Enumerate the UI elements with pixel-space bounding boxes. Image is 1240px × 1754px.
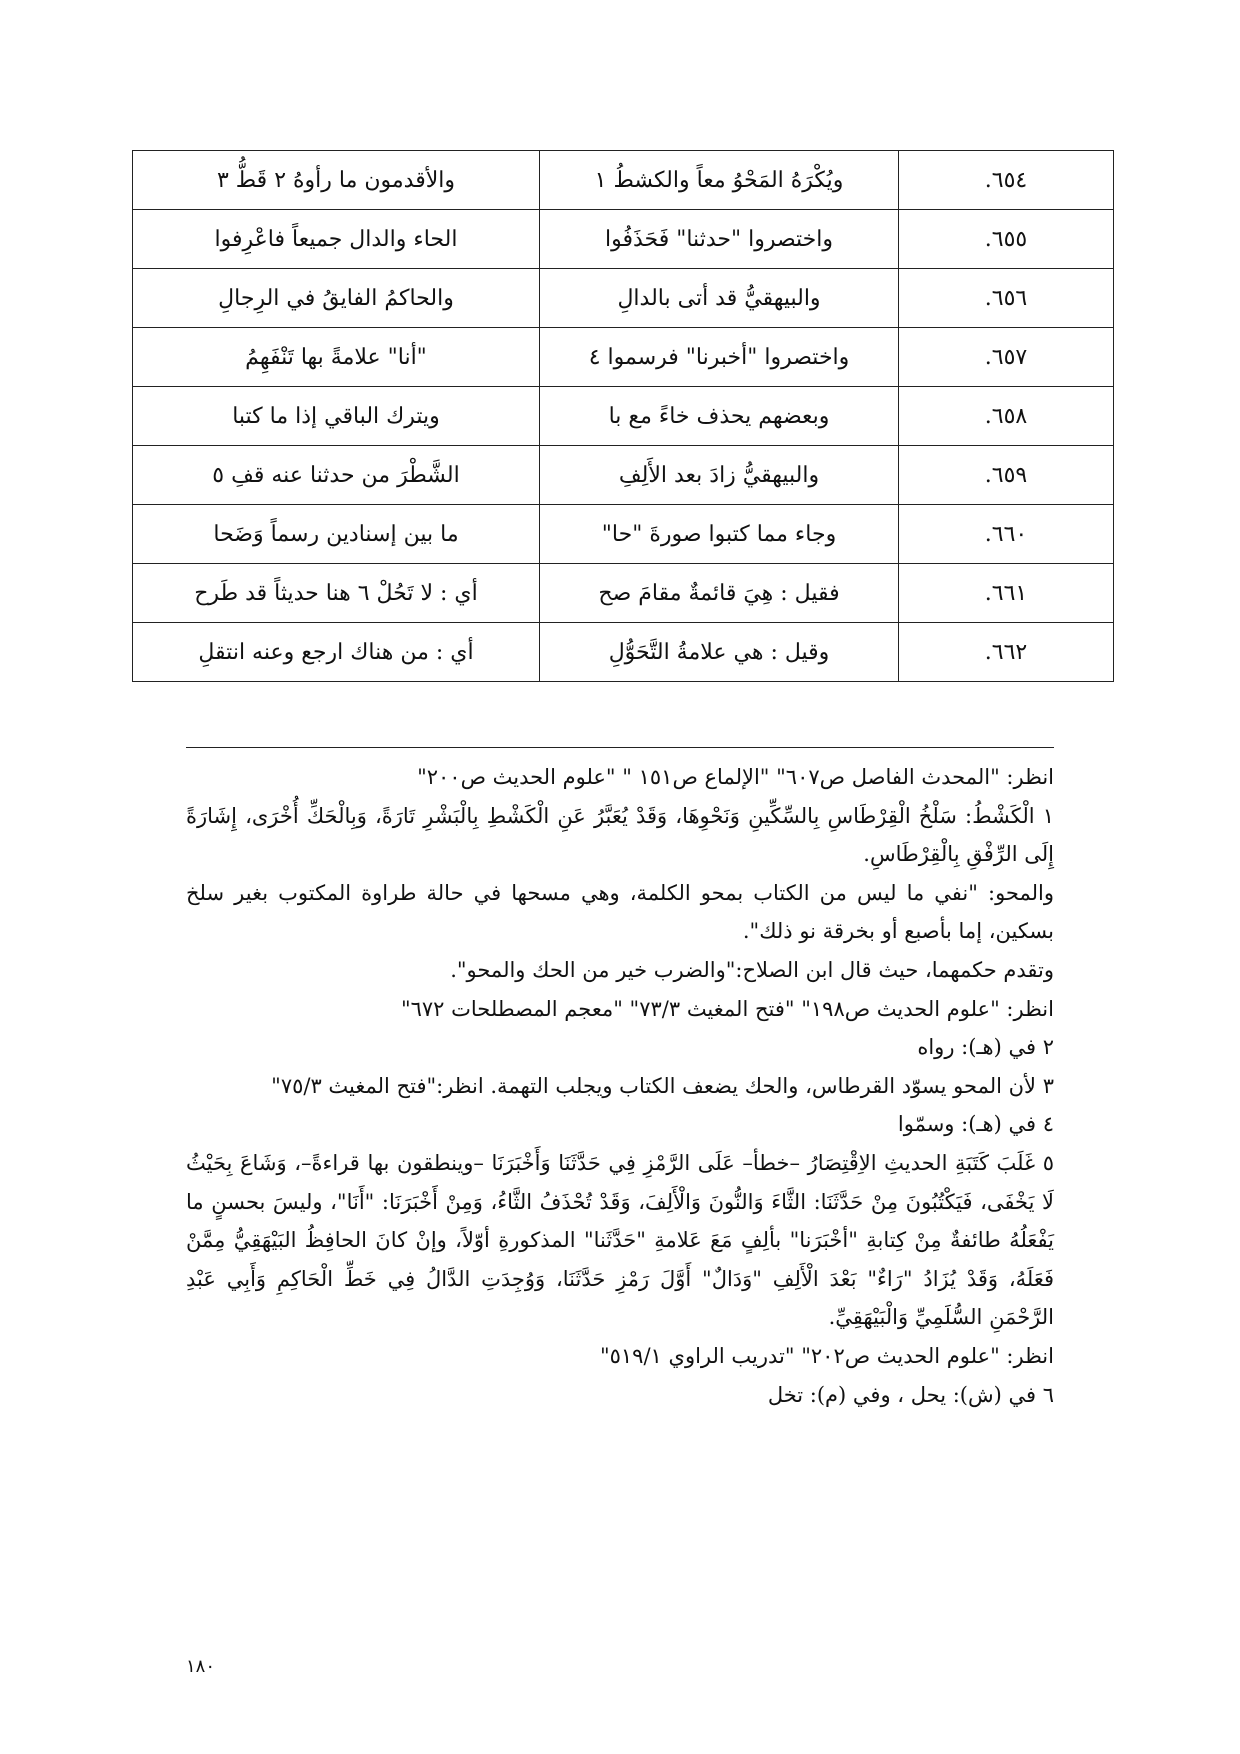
verse-number: ٦٦٢. [899,623,1114,682]
verse-row [133,328,1114,387]
verse-first-hemistich: واختصروا "حدثنا" فَحَذَفُوا [540,210,899,269]
verse-second-hemistich: الشَّطْرَ من حدثنا عنه قفِ ٥ [133,446,540,505]
footnote-line: ٥ غَلَبَ كَتَبَةِ الحديثِ الاِقْتِصَارُ –خطأ– عَلَى الرَّمْزِ فِي حَدَّثَنَا وَأَخْبَرَنَا –وينطقون بها قراءةً–، وَشَاعَ بِحَيْثُ لَا يَخْفَى، فَيَكْتُبُونَ مِنْ حَدَّثَنَا: الثَّاءَ وَالنُّونَ وَالْأَلِفَ، وَقَدْ تُحْذَفُ الثَّاءُ، وَمِنْ أَخْبَرَنَا: "أَنَا"، وليسَ بحسنٍ ما يَفْعَلُهُ طائفةٌ مِنْ كِتابةِ "أخْبَرَنا" بألِفٍ مَعَ عَلامةِ "حَدَّثَنا" المذكورةِ أوّلاً، وإنْ كانَ الحافِظُ البَيْهَقِيُّ مِمَّنْ فَعَلَهُ، وَقَدْ يُزَادُ "رَاءٌ" بَعْدَ الْأَلِفِ "وَدَالٌ" أَوَّلَ رَمْزِ حَدَّثَنَا، وَوُجِدَتِ الدَّالُ فِي خَطِّ الْحَاكِمِ وَأَبِي عَبْدِ الرَّحْمَنِ السُّلَمِيِّ وَالْبَيْهَقِيِّ. [186,1150,1054,1330]
footnote-separator [186,747,1054,748]
verse-number: ٦٦١. [899,564,1114,623]
verse-row [133,623,1114,682]
footnote-line: وتقدم حكمهما، حيث قال ابن الصلاح:"والضرب خير من الحك والمحو". [450,957,1054,982]
footnote-line: ١ الْكَشْطُ: سَلْخُ الْقِرْطَاسِ بِالسِّكِّينِ وَنَحْوِهَا، وَقَدْ يُعَبَّرُ عَنِ الْكَشْطِ بِالْبَشْرِ تَارَةً، وَبِالْحَكِّ أُخْرَى، إِشَارَةً إِلَى الرِّفْقِ بِالْقِرْطَاسِ. [186,803,1054,867]
verse-second-hemistich: ويترك الباقي إذا ما كتبا [133,387,540,446]
footnote-line: ٤ في (هـ): وسمّوا [897,1112,1054,1137]
verse-second-hemistich: والأقدمون ما رأوهُ ٢ قَطُّ ٣ [133,151,540,210]
footnote-line: ٣ لأن المحو يسوّد القرطاس، والحك يضعف الكتاب ويجلب التهمة. انظر:"فتح المغيث ٧٥/٣" [271,1073,1054,1098]
verse-first-hemistich: وبعضهم يحذف خاءً مع با [540,387,899,446]
verse-number: ٦٥٧. [899,328,1114,387]
verse-second-hemistich: ما بين إسنادين رسماً وَضَحا [133,505,540,564]
verse-row [133,269,1114,328]
verse-second-hemistich: الحاء والدال جميعاً فاعْرِفوا [133,210,540,269]
verse-number: ٦٥٥. [899,210,1114,269]
verse-number: ٦٥٤. [899,151,1114,210]
verse-number: ٦٥٨. [899,387,1114,446]
footnote-line: انظر: "علوم الحديث ص٢٠٢" "تدريب الراوي ٥١٩/١" [599,1343,1054,1368]
verse-row [133,387,1114,446]
verse-number: ٦٦٠. [899,505,1114,564]
verses-table [132,150,1114,682]
footnote-line: والمحو: "نفي ما ليس من الكتاب بمحو الكلمة، وهي مسحها في حالة طراوة المكتوب بغير سلخ بسكين، إما بأصبع أو بخرقة نو ذلك". [186,880,1054,944]
verse-second-hemistich: أي : لا تَحُلْ ٦ هنا حديثاً قد طَرح [133,564,540,623]
verse-second-hemistich: "أنا" علامةً بها تَنْفَهِمُ [133,328,540,387]
verse-row [133,210,1114,269]
verse-row [133,505,1114,564]
page-number: ١٨٠ [186,1656,216,1677]
verse-number: ٦٥٩. [899,446,1114,505]
footnote-line: ٦ في (ش): يحل ، وفي (م): تخل [767,1382,1054,1407]
footnote-line: انظر: "علوم الحديث ص١٩٨" "فتح المغيث ٧٣/٣" "معجم المصطلحات ٦٧٢" [400,996,1054,1021]
footnotes [186,758,1054,1414]
footnote-line: ٢ في (هـ): رواه [917,1035,1054,1060]
verse-second-hemistich: أي : من هناك ارجع وعنه انتقلِ [133,623,540,682]
verse-row [133,151,1114,210]
verse-first-hemistich: فقيل : هِيَ قائمةٌ مقامَ صح [540,564,899,623]
verse-first-hemistich: والبيهقيُّ زادَ بعد الأَلِفِ [540,446,899,505]
footnote-line: انظر: "المحدث الفاصل ص٦٠٧" "الإلماع ص١٥١ " "علوم الحديث ص٢٠٠" [417,765,1054,789]
verse-row [133,446,1114,505]
verse-first-hemistich: وجاء مما كتبوا صورةَ "حا" [540,505,899,564]
verse-first-hemistich: ويُكْرَهُ المَحْوُ معاً والكشطُ ١ [540,151,899,210]
verse-first-hemistich: واختصروا "أخبرنا" فرسموا ٤ [540,328,899,387]
verse-first-hemistich: وقيل : هي علامةُ التَّحَوُّلِ [540,623,899,682]
verse-first-hemistich: والبيهقيُّ قد أتى بالدالِ [540,269,899,328]
verse-number: ٦٥٦. [899,269,1114,328]
verse-second-hemistich: والحاكمُ الفايقُ في الرِجالِ [133,269,540,328]
verse-row [133,564,1114,623]
